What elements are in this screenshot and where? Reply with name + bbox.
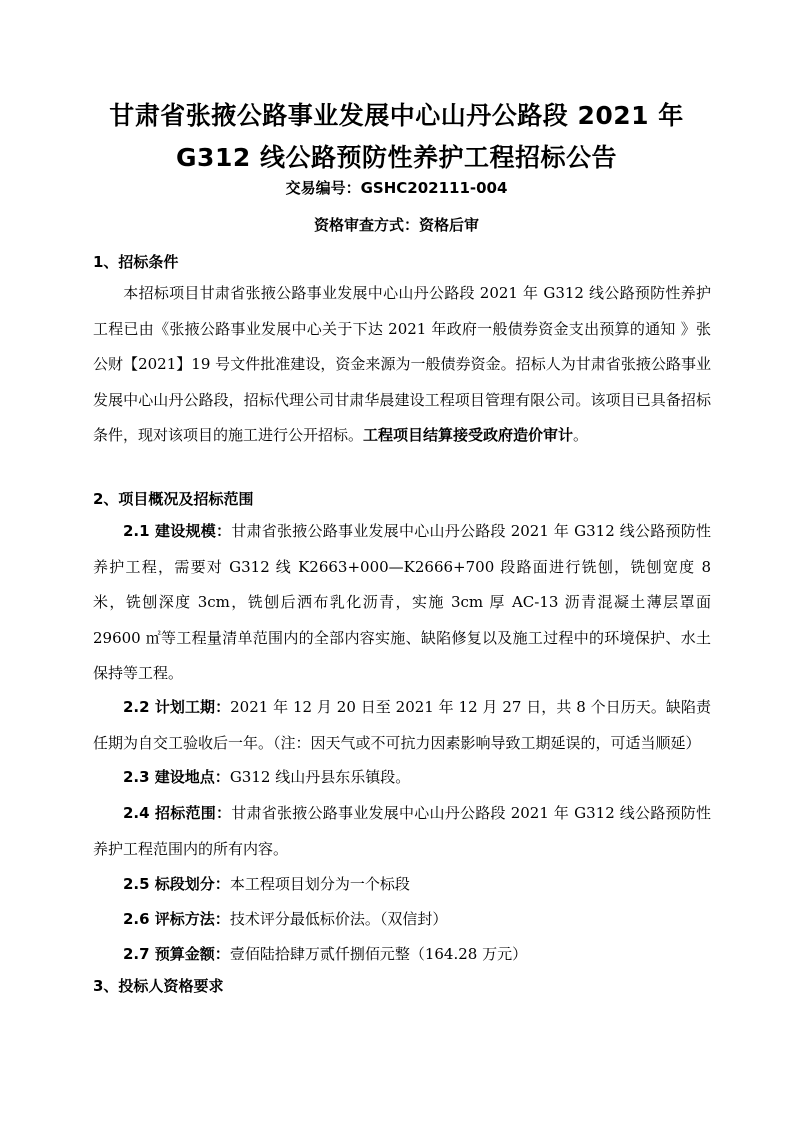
item-2-4-text: 甘肃省张掖公路事业发展中心山丹公路段 2021 年 G312 线公路预防性养护工程范围内的所有内容。	[93, 804, 711, 858]
section-3-heading: 3、投标人资格要求	[93, 977, 224, 995]
item-2-6	[93, 902, 711, 938]
section-1-end: 。	[573, 426, 589, 444]
item-2-6-num: 2.6	[123, 910, 155, 928]
item-2-3	[93, 760, 711, 796]
item-2-7-text: 壹佰陆拾肆万贰仟捌佰元整（164.28 万元）	[229, 945, 528, 963]
document-title-line1: 甘肃省张掖公路事业发展中心山丹公路段 2021 年	[109, 101, 684, 130]
item-2-2-label: 计划工期：	[154, 698, 231, 716]
item-2-1-label: 建设规模：	[155, 522, 232, 540]
item-2-2-num: 2.2	[123, 698, 155, 716]
item-2-6-text: 技术评分最低标价法。（双信封）	[229, 910, 448, 928]
item-2-4-num: 2.4	[123, 804, 156, 822]
item-2-3-num: 2.3	[123, 768, 155, 786]
item-2-4	[93, 796, 711, 867]
item-2-7-num: 2.7	[123, 945, 155, 963]
item-2-1-text: 甘肃省张掖公路事业发展中心山丹公路段 2021 年 G312 线公路预防性养护工程，需要对 G312 线 K2663+000—K2666+700 段路面进行铣刨，铣刨宽度 8 米，铣刨深度 3cm，铣刨后洒布乳化沥青，实施 3cm 厚 AC-13 沥青混凝土薄层罩面 29600 ㎡等工程量清单范围内的全部内容实施、缺陷修复以及施工过程中的环境保护、水土保持等工程。	[93, 522, 711, 682]
item-2-5-label: 标段划分：	[154, 875, 230, 893]
item-2-4-label: 招标范围：	[155, 804, 232, 822]
item-2-2	[93, 690, 711, 761]
section-1-bold-note: 工程项目结算接受政府造价审计	[363, 426, 574, 444]
item-2-3-label: 建设地点：	[154, 768, 230, 786]
trade-number: 交易编号：GSHC202111-004	[285, 179, 508, 197]
item-2-5-num: 2.5	[123, 875, 155, 893]
item-2-5-text: 本工程项目划分为一个标段	[229, 875, 410, 893]
section-1-paragraph	[93, 276, 711, 454]
item-2-2-text: 2021 年 12 月 20 日至 2021 年 12 月 27 日，共 8 个日历天。缺陷责任期为自交工验收后一年。（注：因天气或不可抗力因素影响导致工期延误的，可适当顺延）	[93, 698, 711, 752]
section-1-heading: 1、招标条件	[93, 253, 179, 271]
item-2-3-text: G312 线山丹县东乐镇段。	[229, 768, 411, 786]
item-2-1-num: 2.1	[123, 522, 156, 540]
section-2-heading: 2、项目概况及招标范围	[93, 490, 254, 508]
section-1-text: 本招标项目甘肃省张掖公路事业发展中心山丹公路段 2021 年 G312 线公路预防性养护工程已由《张掖公路事业发展中心关于下达 2021 年政府一般债券资金支出预算的通知 》张公财【2021】19 号文件批准建设，资金来源为一般债券资金。招标人为甘肃省张掖公路事业发展中心山丹公路段，招标代理公司甘肃华晨建设工程项目管理有限公司。该项目已具备招标条件，现对该项目的施工进行公开招标。	[93, 284, 711, 444]
item-2-7	[93, 937, 711, 973]
item-2-7-label: 预算金额：	[154, 945, 230, 963]
item-2-6-label: 评标方法：	[154, 910, 230, 928]
item-2-1	[93, 514, 711, 692]
item-2-5	[93, 867, 711, 903]
document-title-line2: G312 线公路预防性养护工程招标公告	[176, 143, 617, 172]
review-method: 资格审查方式：资格后审	[313, 216, 479, 234]
